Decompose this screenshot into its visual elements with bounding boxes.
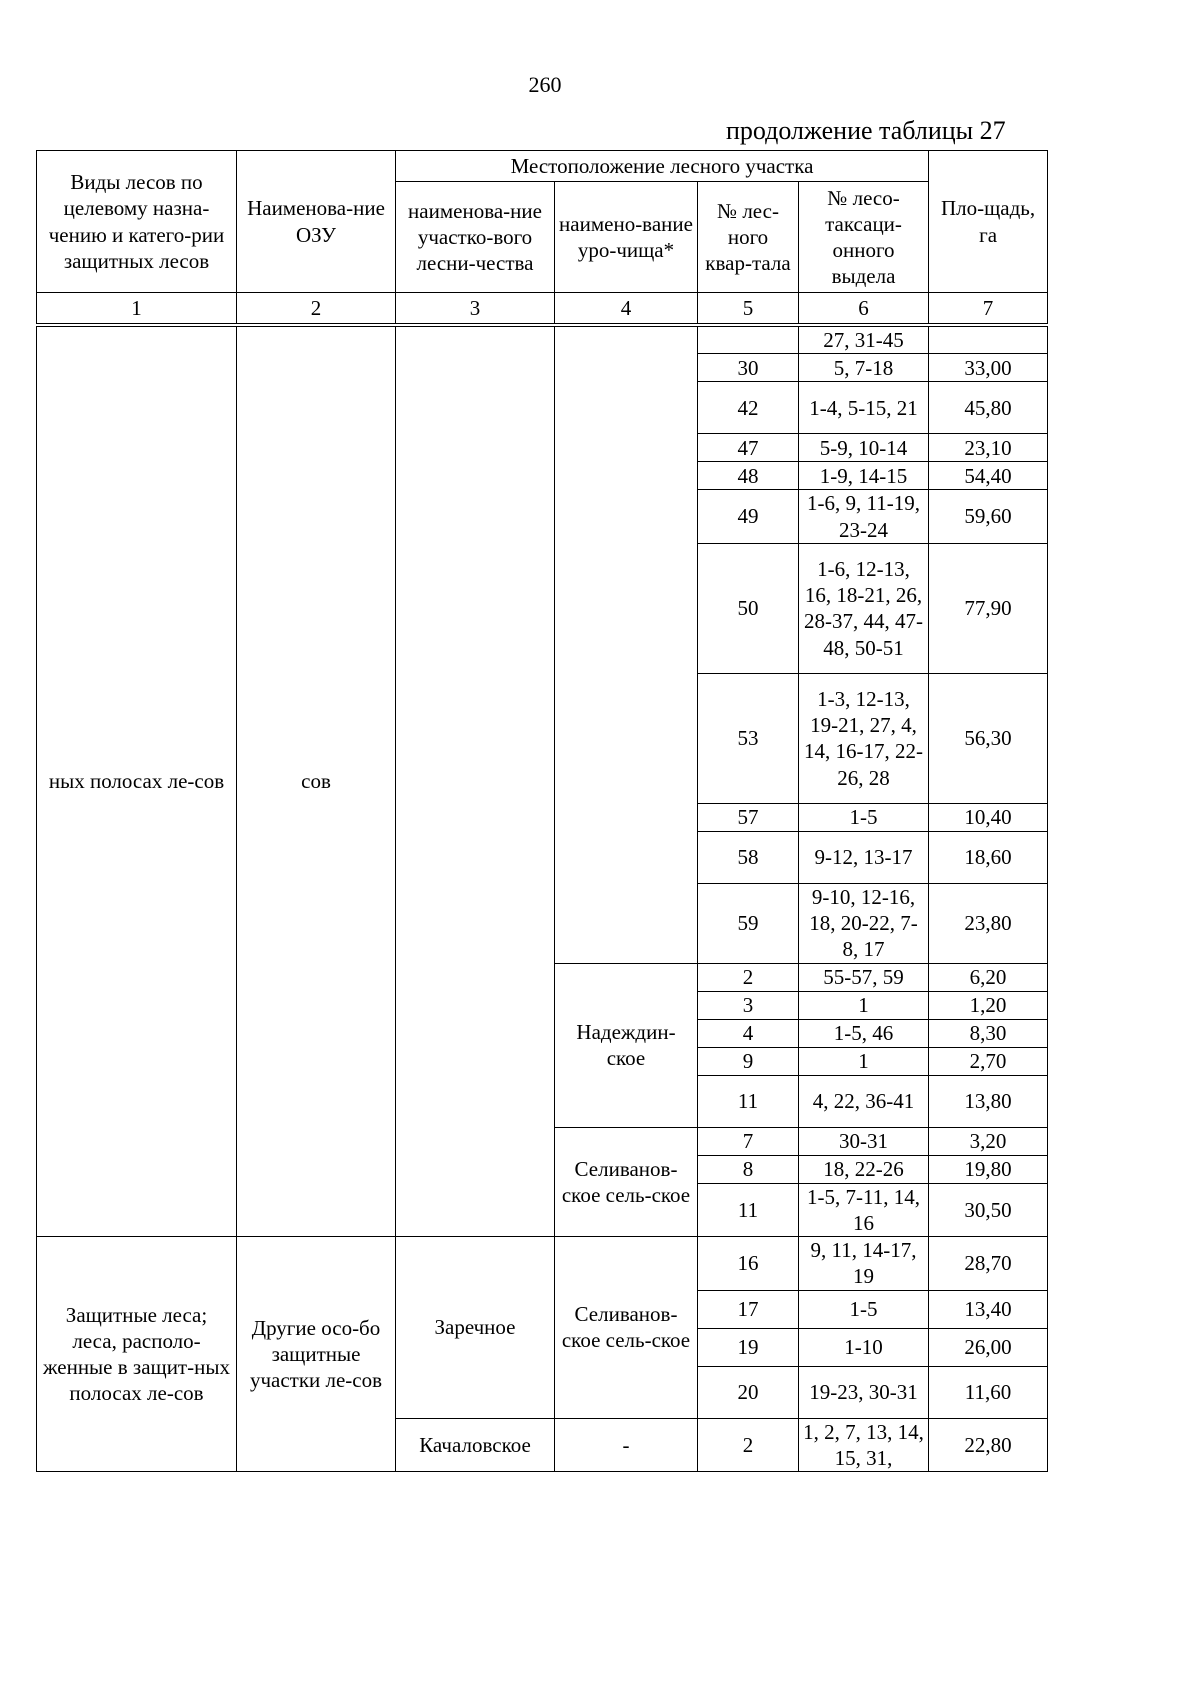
urochishe-cell: - — [555, 1418, 698, 1472]
header-area: Пло-щадь, га — [929, 151, 1048, 293]
area-cell: 18,60 — [929, 831, 1048, 883]
area-cell: 26,00 — [929, 1328, 1048, 1366]
urochishe-cell — [555, 325, 698, 963]
kvartal-cell: 30 — [698, 354, 799, 382]
table-row — [37, 1237, 1048, 1291]
area-cell: 54,40 — [929, 462, 1048, 490]
vydel-cell: 55-57, 59 — [799, 963, 929, 991]
kvartal-cell: 47 — [698, 434, 799, 462]
kvartal-cell: 53 — [698, 673, 799, 803]
ozu-name-cell: Другие осо-бо защитные участки ле-сов — [237, 1237, 396, 1472]
kvartal-cell: 16 — [698, 1237, 799, 1291]
kvartal-cell: 11 — [698, 1075, 799, 1127]
area-cell: 11,60 — [929, 1366, 1048, 1418]
kvartal-cell: 20 — [698, 1366, 799, 1418]
area-cell: 23,10 — [929, 434, 1048, 462]
area-cell: 8,30 — [929, 1019, 1048, 1047]
forest-areas-table — [36, 150, 1048, 1472]
lesnichestvo-cell: Качаловское — [396, 1418, 555, 1472]
vydel-cell: 1-9, 14-15 — [799, 462, 929, 490]
kvartal-cell: 19 — [698, 1328, 799, 1366]
area-cell: 45,80 — [929, 382, 1048, 434]
area-cell: 1,20 — [929, 991, 1048, 1019]
header-location-group: Местоположение лесного участка — [396, 151, 929, 182]
vydel-cell: 1, 2, 7, 13, 14, 15, 31, — [799, 1418, 929, 1472]
kvartal-cell: 57 — [698, 803, 799, 831]
vydel-cell: 1-10 — [799, 1328, 929, 1366]
vydel-cell: 30-31 — [799, 1127, 929, 1155]
kvartal-cell: 9 — [698, 1047, 799, 1075]
vydel-cell: 1-4, 5-15, 21 — [799, 382, 929, 434]
table-continuation-label: продолжение таблицы 27 — [726, 116, 1006, 145]
header-lesnichestvo: наименова-ние участко-вого лесни-чества — [396, 182, 555, 293]
area-cell: 10,40 — [929, 803, 1048, 831]
area-cell: 77,90 — [929, 543, 1048, 673]
vydel-cell: 1-5, 7-11, 14, 16 — [799, 1183, 929, 1237]
area-cell: 13,80 — [929, 1075, 1048, 1127]
vydel-cell: 4, 22, 36-41 — [799, 1075, 929, 1127]
area-cell: 13,40 — [929, 1290, 1048, 1328]
kvartal-cell: 17 — [698, 1290, 799, 1328]
kvartal-cell: 11 — [698, 1183, 799, 1237]
area-cell: 59,60 — [929, 490, 1048, 544]
area-cell: 28,70 — [929, 1237, 1048, 1291]
column-number-6: 6 — [799, 293, 929, 326]
vydel-cell: 9-10, 12-16, 18, 20-22, 7-8, 17 — [799, 883, 929, 963]
forest-type-cell: ных полосах ле-сов — [37, 325, 237, 1237]
area-cell: 22,80 — [929, 1418, 1048, 1472]
kvartal-cell: 4 — [698, 1019, 799, 1047]
vydel-cell: 1 — [799, 1047, 929, 1075]
vydel-cell: 19-23, 30-31 — [799, 1366, 929, 1418]
kvartal-cell: 48 — [698, 462, 799, 490]
lesnichestvo-cell — [396, 325, 555, 1237]
vydel-cell: 27, 31-45 — [799, 325, 929, 354]
area-cell: 23,80 — [929, 883, 1048, 963]
header-ozu-name: Наименова-ние ОЗУ — [237, 151, 396, 293]
column-number-2: 2 — [237, 293, 396, 326]
header-forest-type: Виды лесов по целевому назна-чению и катего-рии защитных лесов — [37, 151, 237, 293]
kvartal-cell: 58 — [698, 831, 799, 883]
kvartal-cell: 42 — [698, 382, 799, 434]
column-number-3: 3 — [396, 293, 555, 326]
vydel-cell: 9, 11, 14-17, 19 — [799, 1237, 929, 1291]
page-number: 260 — [528, 72, 562, 97]
kvartal-cell: 59 — [698, 883, 799, 963]
kvartal-cell: 49 — [698, 490, 799, 544]
table-body — [37, 325, 1048, 1472]
kvartal-cell: 8 — [698, 1155, 799, 1183]
column-number-1: 1 — [37, 293, 237, 326]
header-urochishe: наимено-вание уро-чища* — [555, 182, 698, 293]
vydel-cell: 1-3, 12-13, 19-21, 27, 4, 14, 16-17, 22-26, 28 — [799, 673, 929, 803]
column-number-4: 4 — [555, 293, 698, 326]
kvartal-cell: 50 — [698, 543, 799, 673]
area-cell: 6,20 — [929, 963, 1048, 991]
vydel-cell: 18, 22-26 — [799, 1155, 929, 1183]
kvartal-cell: 2 — [698, 1418, 799, 1472]
area-cell: 33,00 — [929, 354, 1048, 382]
kvartal-cell — [698, 325, 799, 354]
forest-type-cell: Защитные леса; леса, располо-женные в защит-ных полосах ле-сов — [37, 1237, 237, 1472]
vydel-cell: 1-6, 9, 11-19, 23-24 — [799, 490, 929, 544]
kvartal-cell: 7 — [698, 1127, 799, 1155]
area-cell: 2,70 — [929, 1047, 1048, 1075]
kvartal-cell: 3 — [698, 991, 799, 1019]
column-number-5: 5 — [698, 293, 799, 326]
lesnichestvo-cell: Заречное — [396, 1237, 555, 1419]
ozu-name-cell: сов — [237, 325, 396, 1237]
urochishe-cell: Селиванов-ское сель-ское — [555, 1237, 698, 1419]
vydel-cell: 1-5 — [799, 803, 929, 831]
vydel-cell: 1-6, 12-13, 16, 18-21, 26, 28-37, 44, 47-48, 50-51 — [799, 543, 929, 673]
urochishe-cell: Надеждин-ское — [555, 963, 698, 1127]
table-row — [37, 325, 1048, 354]
header-vydel: № лесо-таксаци-онного выдела — [799, 182, 929, 293]
vydel-cell: 5, 7-18 — [799, 354, 929, 382]
kvartal-cell: 2 — [698, 963, 799, 991]
vydel-cell: 1-5, 46 — [799, 1019, 929, 1047]
area-cell — [929, 325, 1048, 354]
area-cell: 3,20 — [929, 1127, 1048, 1155]
urochishe-cell: Селиванов-ское сель-ское — [555, 1127, 698, 1237]
vydel-cell: 1-5 — [799, 1290, 929, 1328]
area-cell: 56,30 — [929, 673, 1048, 803]
column-number-row — [37, 293, 1048, 326]
column-number-7: 7 — [929, 293, 1048, 326]
header-kvartal: № лес-ного квар-тала — [698, 182, 799, 293]
area-cell: 19,80 — [929, 1155, 1048, 1183]
vydel-cell: 5-9, 10-14 — [799, 434, 929, 462]
vydel-cell: 9-12, 13-17 — [799, 831, 929, 883]
vydel-cell: 1 — [799, 991, 929, 1019]
area-cell: 30,50 — [929, 1183, 1048, 1237]
